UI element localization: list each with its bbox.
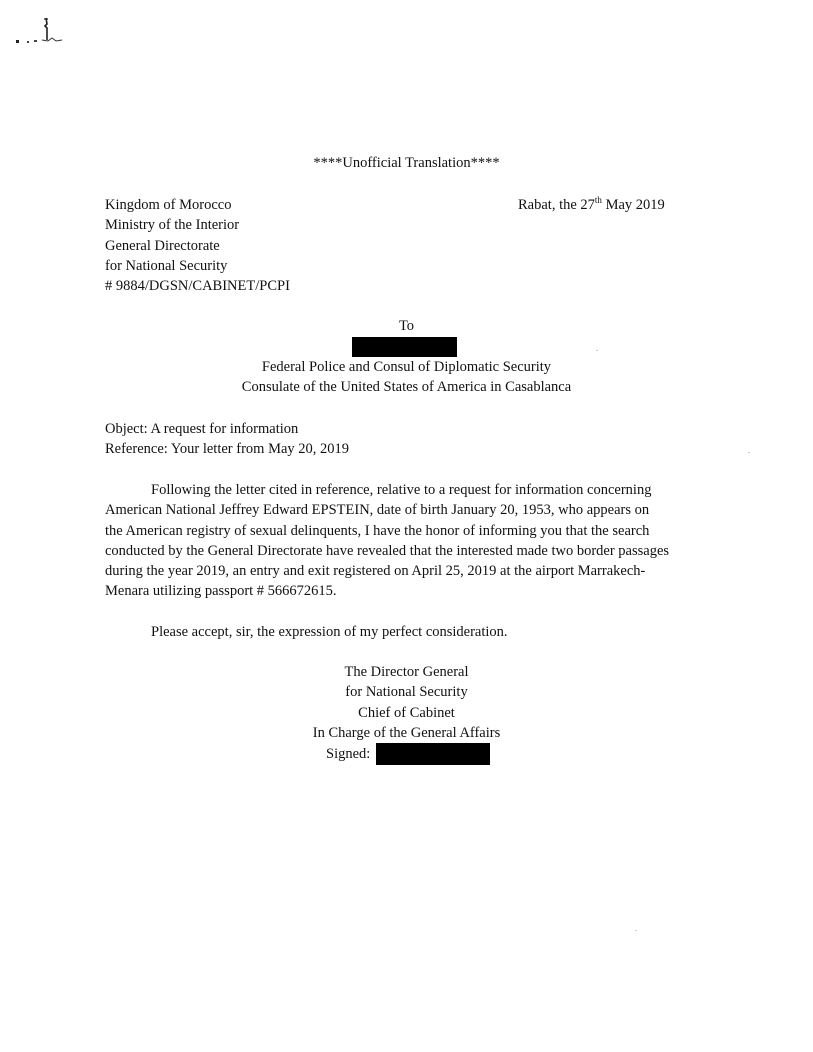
redaction-box-signature <box>376 743 490 765</box>
letter-date <box>518 195 665 215</box>
signature-line: Chief of Cabinet <box>358 704 455 721</box>
signature-line: The Director General <box>344 664 469 680</box>
scan-artifact-mark <box>14 16 70 48</box>
sender-line: Ministry of the Interior <box>105 217 240 234</box>
date-rest: May 2019 <box>601 197 665 213</box>
signed-label: Signed: <box>326 746 371 762</box>
signature-block <box>0 662 813 743</box>
sender-line: for National Security <box>105 257 228 274</box>
closing-line: Please accept, sir, the expression of my perfect consideration. <box>151 624 508 640</box>
addressee-line: Consulate of the United States of America in Casablanca <box>241 379 572 395</box>
signature-line: In Charge of the General Affairs <box>312 724 501 741</box>
to-label: To <box>398 318 415 334</box>
redaction-box-recipient <box>352 337 457 357</box>
signature-line: for National Security <box>345 684 468 701</box>
scan-speck <box>596 350 598 351</box>
object-block <box>105 419 349 460</box>
body-line: Menara utilizing passport # 566672615. <box>105 583 337 600</box>
object-line: Object: A request for information <box>105 421 299 437</box>
body-line: American National Jeffrey Edward EPSTEIN, date of birth January 20, 1953, who appears on <box>105 502 650 519</box>
body-line: during the year 2019, an entry and exit registered on April 25, 2019 at the airport Marrakech- <box>105 563 646 580</box>
body-line: the American registry of sexual delinquents, I have the honor of informing you that the search <box>105 522 650 539</box>
sender-line: Kingdom of Morocco <box>105 197 232 213</box>
addressee-line: Federal Police and Consul of Diplomatic Security <box>261 359 552 375</box>
body-paragraph <box>105 480 695 602</box>
body-line: Following the letter cited in reference, relative to a request for information concerning <box>151 482 652 498</box>
document-title: ****Unofficial Translation**** <box>313 155 500 171</box>
date-prefix: Rabat, the 27 <box>518 197 595 213</box>
body-line: conducted by the General Directorate have revealed that the interested made two border passages <box>105 542 670 559</box>
scan-speck <box>635 930 637 931</box>
scan-speck <box>748 452 750 453</box>
reference-line: Reference: Your letter from May 20, 2019 <box>105 441 350 458</box>
sender-line: General Directorate <box>105 237 220 254</box>
reference-number: # 9884/DGSN/CABINET/PCPI <box>105 278 290 295</box>
sender-block <box>105 195 290 296</box>
date-ordinal-suffix: th <box>594 195 602 205</box>
